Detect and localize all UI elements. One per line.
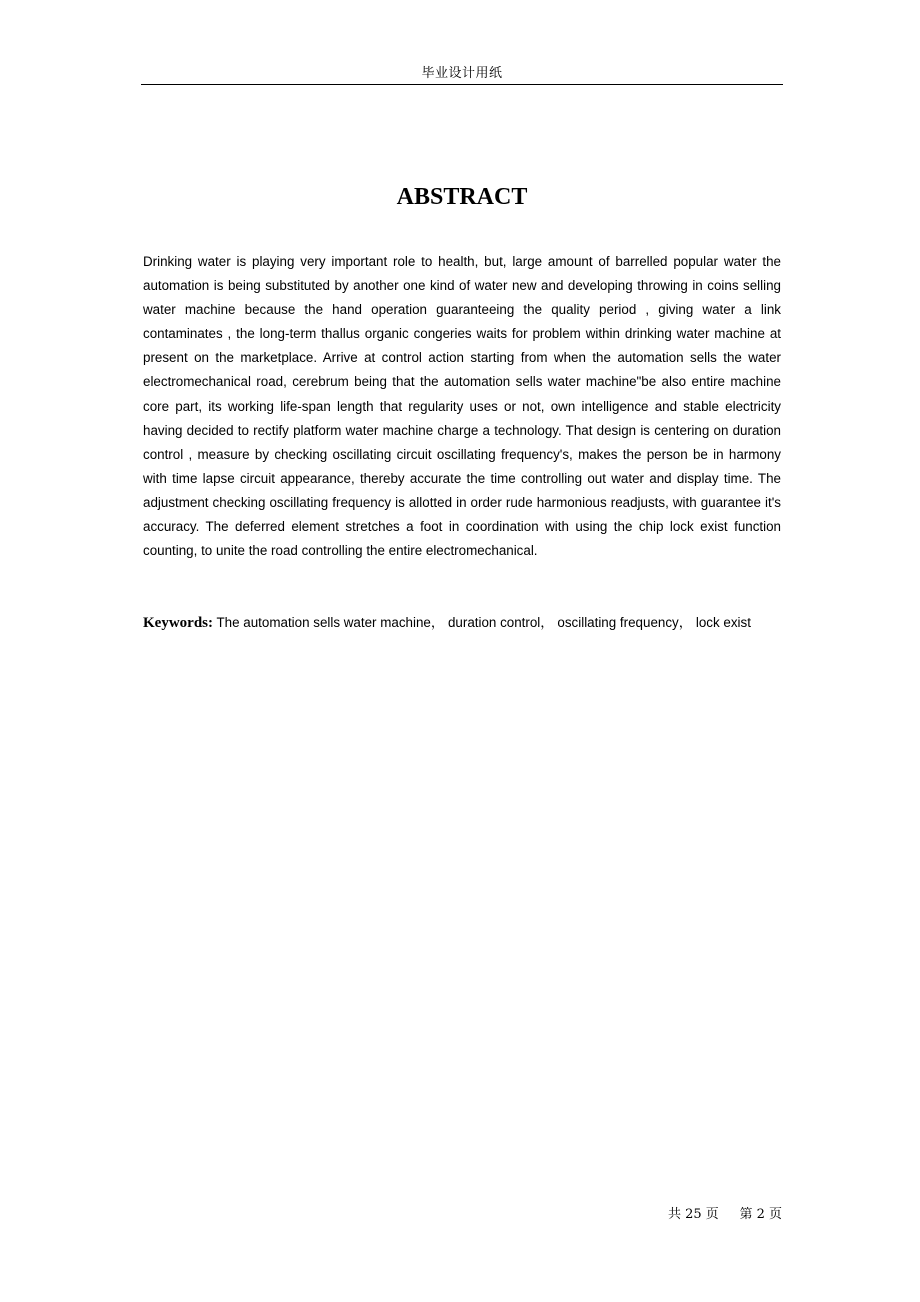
abstract-body: Drinking water is playing very important role to health, but, large amount of barrelled popular water the automation is being substituted by another one kind of water new and developing throwing in coins selling water machine because the hand operation guaranteeing the quality period , giving water a link contaminates , the long-term thallus organic congeries waits for problem within drinking water machine at present on the marketplace. Arrive at control action starting from when the automation sells the water electromechanical road, cerebrum being that the automation sells water machine"be also entire machine core part, its working life-span length that regularity uses or not, own intelligence and stable electricity having decided to rectify platform water machine charge a technology. That design is centering on duration control , measure by checking oscillating circuit oscillating frequency's, makes the person be in harmony with time lapse circuit appearance, thereby accurate the time controlling out water and display time. The adjustment checking oscillating frequency is allotted in order rude harmonious readjusts, with guarantee it's accuracy. The deferred element stretches a foot in coordination with using the chip lock exist function counting, to unite the road controlling the entire electromechanical. bbox=[143, 254, 781, 559]
header-title: 毕业设计用纸 bbox=[421, 66, 503, 81]
current-page-text: 第 2 页 bbox=[739, 1207, 782, 1222]
page-header bbox=[141, 64, 783, 85]
total-pages-text: 共 25 页 bbox=[667, 1207, 719, 1222]
page-footer bbox=[560, 1206, 782, 1224]
keyword-item: oscillating frequency bbox=[557, 615, 679, 630]
keyword-item: The automation sells water machine bbox=[216, 615, 431, 630]
keyword-separator: ， bbox=[540, 615, 554, 630]
keywords-label: Keywords: bbox=[143, 615, 213, 631]
keywords-line bbox=[143, 611, 781, 635]
abstract-title: ABSTRACT bbox=[396, 184, 528, 210]
keyword-item: lock exist bbox=[695, 615, 751, 630]
keyword-separator: ， bbox=[430, 615, 445, 630]
keyword-item: duration control bbox=[447, 615, 541, 630]
keyword-separator: ， bbox=[678, 615, 693, 630]
